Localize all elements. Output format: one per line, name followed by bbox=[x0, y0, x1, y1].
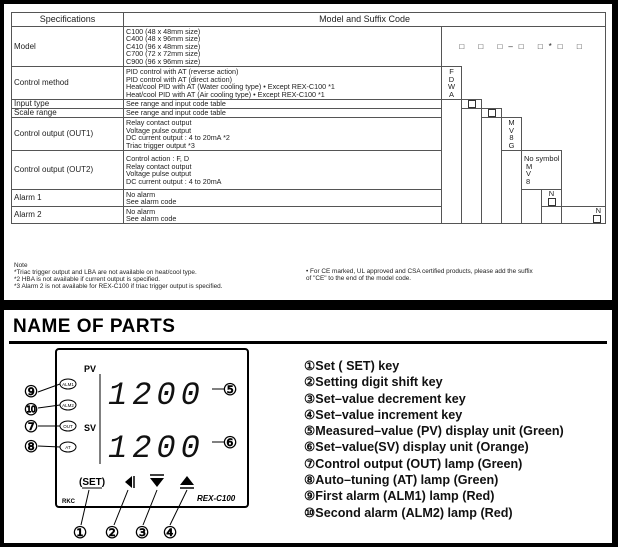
callout-5: ⑤ bbox=[222, 382, 238, 399]
input-type-box bbox=[468, 100, 476, 108]
row-label-input-type: Input type bbox=[12, 100, 124, 109]
list-item: ④Set–value increment key bbox=[304, 407, 463, 422]
row-desc-control-method: PID control with AT (reverse action) PID control with AT (direct action) Heat/cool PID with AT (Water cooling type) • Except REX-C100 *1 Heat/cool PID with AT (Air cooling type) • Except REX-C100 *1 bbox=[124, 67, 442, 100]
pv-label: PV bbox=[84, 364, 97, 374]
at-lamp-label: AT bbox=[65, 445, 71, 450]
row-desc-alarm1: No alarm See alarm code bbox=[124, 190, 442, 207]
row-label-out2: Control output (OUT2) bbox=[12, 151, 124, 190]
scale-range-box bbox=[488, 109, 496, 117]
pv-display: 1200 bbox=[108, 377, 205, 414]
set-key[interactable] bbox=[79, 477, 105, 488]
list-item: ⑨First alarm (ALM1) lamp (Red) bbox=[304, 489, 495, 504]
parts-list bbox=[304, 358, 604, 521]
section-title: NAME OF PARTS bbox=[13, 316, 176, 337]
list-item: ⑥Set–value(SV) display unit (Orange) bbox=[304, 440, 529, 455]
list-item: ①Set ( SET) key bbox=[304, 359, 400, 373]
list-item: ⑦Control output (OUT) lamp (Green) bbox=[304, 456, 523, 471]
header-model-suffix: Model and Suffix Code bbox=[124, 13, 606, 27]
brand-logo: RKC bbox=[62, 499, 75, 505]
row-desc-out1: Relay contact output Voltage pulse output DC current output : 4 to 20mA *2 Triac trigger output *3 bbox=[124, 118, 442, 151]
row-label-scale-range: Scale range bbox=[12, 109, 124, 118]
row-label-alarm2: Alarm 2 bbox=[12, 207, 124, 224]
suffix-out1: M V 8 G bbox=[502, 118, 522, 151]
callout-6: ⑥ bbox=[222, 435, 238, 452]
spec-table bbox=[11, 12, 606, 224]
suffix-control-method: F D W A bbox=[442, 67, 462, 100]
callout-1: ① bbox=[72, 525, 88, 540]
row-desc-scale-range: See range and input code table bbox=[124, 109, 442, 118]
spec-sheet: Specifications Model and Suffix Code Model C100 (48 x 48mm size) C400 (48 x 96mm size) C410 (96 x 48mm size) C700 (72 x 72mm size) C900 (96 x 96mm size) □ □ □–□ □*□ □ Control method PID control with AT (reverse action) PID control with AT (direct action) Heat/cool PID with AT (Water cooling type) • Except REX-C100 *1 Heat/cool PID with AT (Air cooling type) • Except REX-C100 *1 F D W A Input type See range and input code table Scale range See range and input code table Control output (OUT1) Relay contact output Voltage pulse output DC current output : 4 to 20mA *2 Triac trigger output *3 M V 8 G Control output (OUT2) Control action : F, D Relay contact output Voltage pulse output DC current output : 4 to 20mA No symbol M V 8 Alarm 1 No alarm See alarm code N Alarm 2 No alarm See alarm code N Note *Triac trigger output and LBA are not available on heat/cool type. *2 HBA is not available if current output is specified. *3 Alarm 2 is not available for REX-C100 if triac trigger output is specified. • For CE marked, UL approved and CSA certified products, please add the suffix of "CE" to the end of the model code. bbox=[4, 4, 612, 300]
row-desc-out2: Control action : F, D Relay contact output Voltage pulse output DC current output : 4 to 20mA bbox=[124, 151, 442, 190]
row-label-model: Model bbox=[12, 27, 124, 67]
list-item: ③Set–value decrement key bbox=[304, 391, 466, 406]
suffix-alarm1: N bbox=[542, 190, 562, 207]
suffix-alarm2: N bbox=[562, 207, 606, 224]
header-specifications: Specifications bbox=[12, 13, 124, 27]
out-lamp-label: OUT bbox=[63, 424, 73, 429]
sv-label: SV bbox=[84, 423, 97, 433]
callout-9: ⑨ bbox=[23, 384, 39, 401]
model-code-boxes: □ □ □–□ □*□ □ bbox=[459, 41, 588, 51]
callout-4: ④ bbox=[162, 525, 178, 540]
notes-title: Note bbox=[14, 262, 28, 269]
callout-7: ⑦ bbox=[23, 419, 39, 436]
callout-8: ⑧ bbox=[23, 439, 39, 456]
list-item: ⑩Second alarm (ALM2) lamp (Red) bbox=[304, 505, 513, 520]
name-of-parts-section bbox=[4, 310, 612, 543]
list-item: ⑤Measured–value (PV) display unit (Green) bbox=[304, 424, 564, 439]
callout-3: ③ bbox=[134, 525, 150, 540]
model-label: REX-C100 bbox=[197, 494, 236, 503]
row-label-out1: Control output (OUT1) bbox=[12, 118, 124, 151]
set-key-label: (SET) bbox=[79, 477, 106, 488]
callout-10: ⑩ bbox=[23, 402, 39, 419]
alm1-lamp-label: ALM1 bbox=[62, 382, 74, 387]
sv-display: 1200 bbox=[108, 430, 205, 467]
controller-diagram bbox=[4, 344, 304, 540]
row-label-control-method: Control method bbox=[12, 67, 124, 100]
list-item: ⑧Auto–tuning (AT) lamp (Green) bbox=[304, 473, 499, 488]
suffix-out2: No symbol M V 8 bbox=[522, 151, 562, 190]
list-item: ②Setting digit shift key bbox=[304, 375, 443, 390]
row-desc-alarm2: No alarm See alarm code bbox=[124, 207, 442, 224]
row-label-alarm1: Alarm 1 bbox=[12, 190, 124, 207]
callout-2: ② bbox=[104, 525, 120, 540]
row-desc-input-type: See range and input code table bbox=[124, 100, 442, 109]
alm2-lamp-label: ALM2 bbox=[62, 403, 74, 408]
row-desc-model: C100 (48 x 48mm size) C400 (48 x 96mm size) C410 (96 x 48mm size) C700 (72 x 72mm size) C900 (96 x 96mm size) bbox=[124, 27, 442, 67]
